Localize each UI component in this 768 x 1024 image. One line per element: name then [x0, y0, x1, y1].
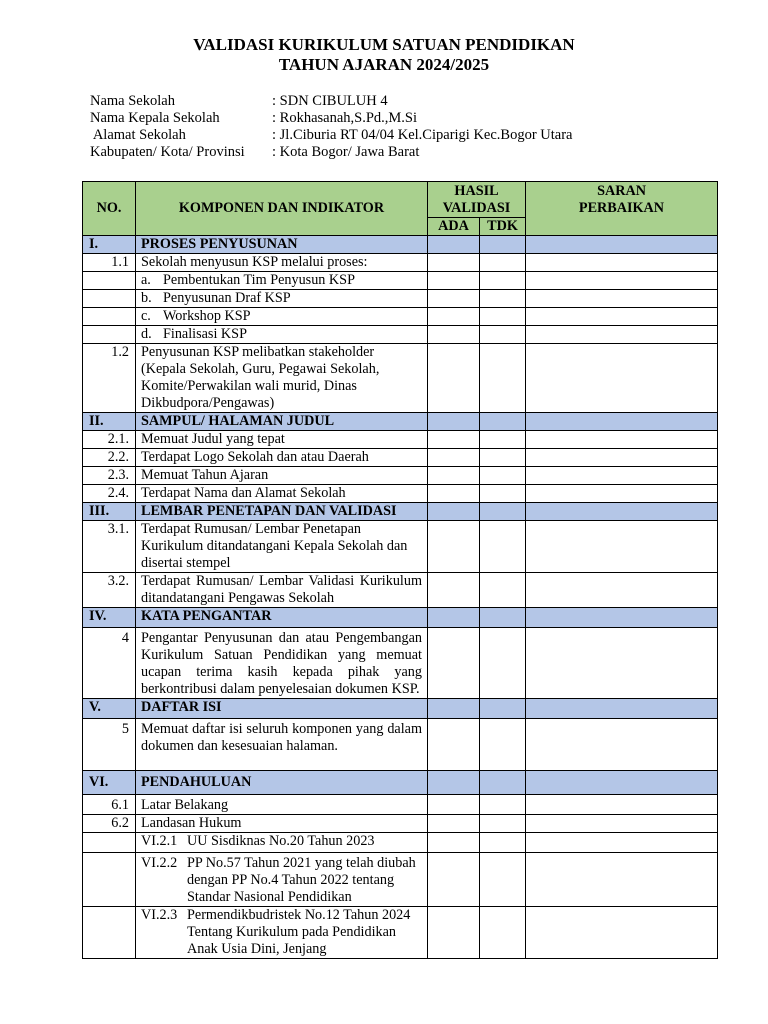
section-title: PENDAHULUAN: [136, 771, 428, 795]
indicator-text: Terdapat Rumusan/ Lembar Penetapan Kurikulum ditandatangani Kepala Sekolah dan disertai stempel: [136, 521, 428, 573]
table-row: [83, 907, 718, 959]
section-row: [83, 608, 718, 628]
document-title-line-2: TAHUN AJARAN 2024/2025: [278, 55, 490, 74]
table-row: [83, 272, 718, 290]
saran-cell[interactable]: [526, 853, 718, 907]
section-row: [83, 236, 718, 254]
indicator-item: [136, 290, 428, 308]
section-number: II.: [83, 413, 136, 431]
tdk-cell[interactable]: [480, 628, 526, 699]
row-number: 6.2: [83, 815, 136, 833]
table-row: [83, 254, 718, 272]
school-info: [90, 93, 573, 161]
info-value: : Rokhasanah,S.Pd.,M.Si: [272, 110, 418, 126]
header-hasil-line-1: HASIL: [454, 182, 499, 199]
saran-cell[interactable]: [526, 449, 718, 467]
info-value: : Jl.Ciburia RT 04/04 Kel.Ciparigi Kec.Bogor Utara: [272, 127, 573, 143]
tdk-cell[interactable]: [480, 449, 526, 467]
ada-cell[interactable]: [428, 771, 480, 795]
tdk-cell[interactable]: [480, 326, 526, 344]
saran-cell[interactable]: [526, 521, 718, 573]
saran-cell[interactable]: [526, 907, 718, 959]
indicator-text: Landasan Hukum: [136, 815, 428, 833]
saran-cell[interactable]: [526, 413, 718, 431]
section-title: LEMBAR PENETAPAN DAN VALIDASI: [136, 503, 428, 521]
header-saran-line-1: SARAN: [597, 183, 646, 199]
saran-cell[interactable]: [526, 236, 718, 254]
row-number: [83, 290, 136, 308]
item-letter: b.: [141, 290, 152, 306]
indicator-ref: [136, 833, 428, 853]
saran-cell[interactable]: [526, 308, 718, 326]
section-title: PROSES PENYUSUNAN: [136, 236, 428, 254]
ada-cell[interactable]: [428, 449, 480, 467]
row-number: 3.2.: [83, 573, 136, 608]
tdk-cell[interactable]: [480, 771, 526, 795]
tdk-cell[interactable]: [480, 608, 526, 628]
ada-cell[interactable]: [428, 608, 480, 628]
section-row: [83, 699, 718, 719]
ada-cell[interactable]: [428, 290, 480, 308]
ada-cell[interactable]: [428, 308, 480, 326]
info-label: Alamat Sekolah: [90, 127, 186, 143]
ada-cell[interactable]: [428, 699, 480, 719]
tdk-cell[interactable]: [480, 290, 526, 308]
table-row: [83, 521, 718, 573]
header-hasil-line-2: VALIDASI: [442, 199, 511, 216]
table-row: [83, 719, 718, 771]
table-row: [83, 467, 718, 485]
header-hasil-validasi: [428, 182, 526, 218]
row-number: [83, 907, 136, 959]
saran-cell[interactable]: [526, 815, 718, 833]
tdk-cell[interactable]: [480, 521, 526, 573]
info-label: Nama Kepala Sekolah: [90, 110, 220, 126]
ada-cell[interactable]: [428, 431, 480, 449]
info-label: Kabupaten/ Kota/ Provinsi: [90, 144, 245, 160]
header-komponen: KOMPONEN DAN INDIKATOR: [136, 182, 428, 236]
ada-cell[interactable]: [428, 853, 480, 907]
table-header-row: [83, 182, 718, 218]
saran-cell[interactable]: [526, 344, 718, 413]
tdk-cell[interactable]: [480, 907, 526, 959]
saran-cell[interactable]: [526, 795, 718, 815]
item-text: Penyusunan Draf KSP: [163, 290, 291, 306]
item-text: Finalisasi KSP: [163, 326, 247, 342]
table-row: [83, 344, 718, 413]
section-title: SAMPUL/ HALAMAN JUDUL: [136, 413, 428, 431]
item-letter: c.: [141, 308, 151, 324]
saran-cell[interactable]: [526, 272, 718, 290]
section-number: III.: [83, 503, 136, 521]
ada-cell[interactable]: [428, 628, 480, 699]
tdk-cell[interactable]: [480, 573, 526, 608]
ref-code: VI.2.1: [141, 833, 178, 849]
row-number: 1.1: [83, 254, 136, 272]
header-tdk: TDK: [480, 218, 526, 236]
info-row: [90, 144, 573, 161]
header-ada: ADA: [428, 218, 480, 236]
item-text: Workshop KSP: [163, 308, 251, 324]
row-number: 2.3.: [83, 467, 136, 485]
indicator-item: [136, 326, 428, 344]
table-row: [83, 573, 718, 608]
table-row: [83, 795, 718, 815]
ada-cell[interactable]: [428, 344, 480, 413]
ada-cell[interactable]: [428, 815, 480, 833]
table-row: [83, 815, 718, 833]
tdk-cell[interactable]: [480, 254, 526, 272]
row-number: [83, 853, 136, 907]
ada-cell[interactable]: [428, 485, 480, 503]
saran-cell[interactable]: [526, 719, 718, 771]
indicator-text: Terdapat Nama dan Alamat Sekolah: [136, 485, 428, 503]
indicator-text: Terdapat Logo Sekolah dan atau Daerah: [136, 449, 428, 467]
tdk-cell[interactable]: [480, 413, 526, 431]
tdk-cell[interactable]: [480, 699, 526, 719]
info-row: [90, 110, 573, 127]
tdk-cell[interactable]: [480, 853, 526, 907]
info-value: : SDN CIBULUH 4: [272, 93, 388, 109]
indicator-ref: [136, 853, 428, 907]
header-no: NO.: [83, 182, 136, 236]
saran-cell[interactable]: [526, 467, 718, 485]
section-number: VI.: [83, 771, 136, 795]
indicator-text: Memuat daftar isi seluruh komponen yang dalam dokumen dan kesesuaian halaman.: [136, 719, 428, 771]
row-number: 2.4.: [83, 485, 136, 503]
saran-cell[interactable]: [526, 771, 718, 795]
row-number: 2.2.: [83, 449, 136, 467]
row-number: [83, 326, 136, 344]
ref-text: Permendikbudristek No.12 Tahun 2024 Tentang Kurikulum pada Pendidikan Anak Usia Dini, Jenjang: [187, 907, 411, 957]
row-number: 5: [83, 719, 136, 771]
saran-cell[interactable]: [526, 699, 718, 719]
table-row: [83, 308, 718, 326]
ref-text: UU Sisdiknas No.20 Tahun 2023: [187, 833, 375, 849]
info-label: Nama Sekolah: [90, 93, 175, 109]
section-row: [83, 413, 718, 431]
ada-cell[interactable]: [428, 326, 480, 344]
row-number: 2.1.: [83, 431, 136, 449]
table-row: [83, 485, 718, 503]
saran-cell[interactable]: [526, 485, 718, 503]
saran-cell[interactable]: [526, 326, 718, 344]
section-number: I.: [83, 236, 136, 254]
saran-cell[interactable]: [526, 431, 718, 449]
row-number: [83, 833, 136, 853]
header-saran-line-2: PERBAIKAN: [578, 200, 665, 216]
saran-cell[interactable]: [526, 254, 718, 272]
saran-cell[interactable]: [526, 290, 718, 308]
row-number: [83, 272, 136, 290]
ada-cell[interactable]: [428, 833, 480, 853]
tdk-cell[interactable]: [480, 308, 526, 326]
tdk-cell[interactable]: [480, 719, 526, 771]
validation-table: [82, 181, 718, 959]
saran-cell[interactable]: [526, 503, 718, 521]
tdk-cell[interactable]: [480, 467, 526, 485]
ada-cell[interactable]: [428, 719, 480, 771]
indicator-text: Sekolah menyusun KSP melalui proses:: [136, 254, 428, 272]
table-row: [83, 628, 718, 699]
indicator-item: [136, 308, 428, 326]
info-row: [90, 127, 573, 144]
section-number: V.: [83, 699, 136, 719]
item-text: Pembentukan Tim Penyusun KSP: [163, 272, 355, 288]
ada-cell[interactable]: [428, 467, 480, 485]
saran-cell[interactable]: [526, 573, 718, 608]
tdk-cell[interactable]: [480, 503, 526, 521]
section-number: IV.: [83, 608, 136, 628]
info-value: : Kota Bogor/ Jawa Barat: [272, 144, 420, 160]
row-number: 4: [83, 628, 136, 699]
tdk-cell[interactable]: [480, 236, 526, 254]
ada-cell[interactable]: [428, 907, 480, 959]
ref-code: VI.2.2: [141, 855, 178, 871]
header-saran-perbaikan: [526, 182, 718, 236]
ref-text: PP No.57 Tahun 2021 yang telah diubah dengan PP No.4 Tahun 2022 tentang Standar Nasional Pendidikan: [187, 855, 416, 905]
row-number: 1.2: [83, 344, 136, 413]
item-letter: d.: [141, 326, 152, 342]
tdk-cell[interactable]: [480, 272, 526, 290]
indicator-text: Penyusunan KSP melibatkan stakeholder (Kepala Sekolah, Guru, Pegawai Sekolah, Komite/Perwakilan wali murid, Dinas Dikbudpora/Pengawas): [136, 344, 428, 413]
tdk-cell[interactable]: [480, 485, 526, 503]
ada-cell[interactable]: [428, 272, 480, 290]
tdk-cell[interactable]: [480, 795, 526, 815]
row-number: 3.1.: [83, 521, 136, 573]
row-number: 6.1: [83, 795, 136, 815]
ada-cell[interactable]: [428, 573, 480, 608]
item-letter: a.: [141, 272, 151, 288]
row-number: [83, 308, 136, 326]
tdk-cell[interactable]: [480, 815, 526, 833]
indicator-text: Terdapat Rumusan/ Lembar Validasi Kurikulum ditandatangani Pengawas Sekolah: [136, 573, 428, 608]
tdk-cell[interactable]: [480, 431, 526, 449]
table-row: [83, 833, 718, 853]
saran-cell[interactable]: [526, 608, 718, 628]
ada-cell[interactable]: [428, 795, 480, 815]
table-row: [83, 449, 718, 467]
indicator-text: Memuat Judul yang tepat: [136, 431, 428, 449]
section-row: [83, 503, 718, 521]
indicator-item: [136, 272, 428, 290]
indicator-text: Pengantar Penyusunan dan atau Pengembangan Kurikulum Satuan Pendidikan yang memuat ucapan terima kasih kepada pihak yang berkontribusi dalam penyelesaian dokumen KSP.: [136, 628, 428, 699]
ada-cell[interactable]: [428, 521, 480, 573]
tdk-cell[interactable]: [480, 344, 526, 413]
table-row: [83, 326, 718, 344]
ada-cell[interactable]: [428, 413, 480, 431]
indicator-ref: [136, 907, 428, 959]
indicator-text: Memuat Tahun Ajaran: [136, 467, 428, 485]
ada-cell[interactable]: [428, 254, 480, 272]
section-row: [83, 771, 718, 795]
saran-cell[interactable]: [526, 833, 718, 853]
saran-cell[interactable]: [526, 628, 718, 699]
ada-cell[interactable]: [428, 236, 480, 254]
info-row: [90, 93, 573, 110]
table-row: [83, 853, 718, 907]
indicator-text: Latar Belakang: [136, 795, 428, 815]
section-title: DAFTAR ISI: [136, 699, 428, 719]
tdk-cell[interactable]: [480, 833, 526, 853]
table-row: [83, 431, 718, 449]
table-row: [83, 290, 718, 308]
ada-cell[interactable]: [428, 503, 480, 521]
ref-code: VI.2.3: [141, 907, 178, 923]
section-title: KATA PENGANTAR: [136, 608, 428, 628]
document-title-line-1: VALIDASI KURIKULUM SATUAN PENDIDIKAN: [193, 35, 575, 54]
